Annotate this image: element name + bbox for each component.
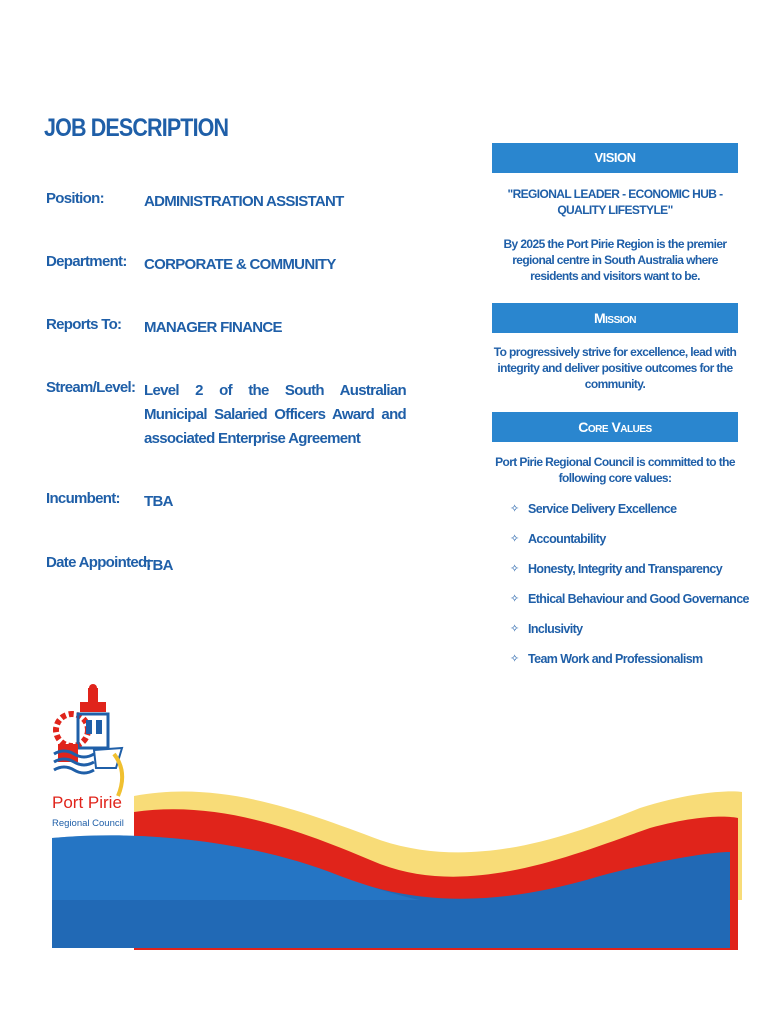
- field-value: TBA: [144, 557, 173, 574]
- diamond-bullet-icon: ✧: [510, 623, 519, 635]
- field-value: TBA: [144, 493, 173, 510]
- field-value: Level 2 of the South Australian Municipal Salaried Officers Award and associated Enterprise Agreement: [144, 382, 406, 447]
- field-label: Position:: [46, 190, 104, 207]
- mission-heading: Mission: [492, 303, 738, 333]
- diamond-bullet-icon: ✧: [510, 563, 519, 575]
- core-values-list: [510, 502, 749, 682]
- field-label: Incumbent:: [46, 490, 120, 507]
- field-label: Reports To:: [46, 316, 122, 333]
- field-label: Date Appointed:: [46, 554, 151, 571]
- core-values-heading: Core Values: [492, 412, 738, 442]
- core-values-intro: Port Pirie Regional Council is committed to the following core values:: [495, 455, 735, 485]
- list-item: ✧ Honesty, Integrity and Transparency: [510, 562, 723, 576]
- diamond-bullet-icon: ✧: [510, 503, 519, 515]
- list-item: ✧ Inclusivity: [510, 622, 583, 636]
- list-item: ✧ Ethical Behaviour and Good Governance: [510, 592, 749, 606]
- logo-name: Port Pirie: [52, 793, 122, 812]
- vision-heading: VISION: [492, 143, 738, 173]
- field-value: CORPORATE & COMMUNITY: [144, 256, 336, 273]
- list-item: ✧ Accountability: [510, 532, 606, 546]
- vision-tagline: "REGIONAL LEADER - ECONOMIC HUB - QUALITY LIFESTYLE": [507, 187, 723, 217]
- diamond-bullet-icon: ✧: [510, 533, 519, 545]
- field-label: Stream/Level:: [46, 379, 136, 396]
- logo-subtitle: Regional Council: [52, 818, 124, 829]
- vision-text: By 2025 the Port Pirie Region is the premier regional centre in South Australia where residents and visitors want to be.: [503, 237, 727, 283]
- list-item: ✧ Service Delivery Excellence: [510, 502, 677, 516]
- mission-text: To progressively strive for excellence, lead with integrity and deliver positive outcomes for the community.: [493, 345, 737, 391]
- decorative-waves: [0, 780, 770, 1024]
- field-value: MANAGER FINANCE: [144, 319, 282, 336]
- field-value: ADMINISTRATION ASSISTANT: [144, 193, 344, 210]
- diamond-bullet-icon: ✧: [510, 593, 519, 605]
- page-title: JOB DESCRIPTION: [44, 114, 229, 142]
- diamond-bullet-icon: ✧: [510, 653, 519, 665]
- field-label: Department:: [46, 253, 127, 270]
- list-item: ✧ Team Work and Professionalism: [510, 652, 703, 666]
